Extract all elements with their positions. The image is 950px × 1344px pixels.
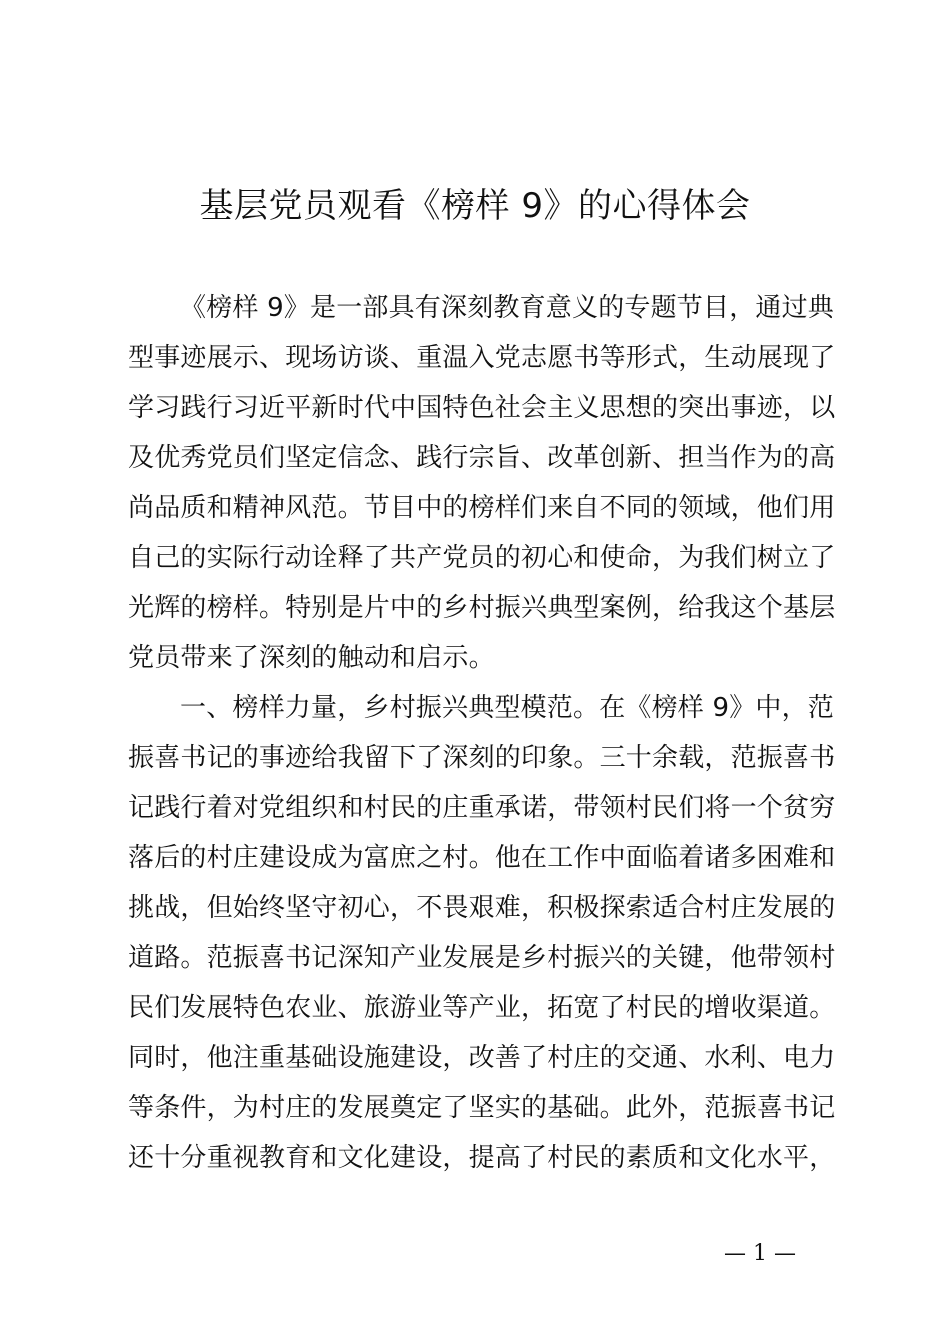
paragraph-line: 一、榜样力量，乡村振兴典型模范。在《榜样 9》中，范 (180, 693, 835, 723)
paragraph-line: 尚品质和精神风范。节目中的榜样们来自不同的领域，他们用 (128, 493, 836, 523)
paragraph-line: 光辉的榜样。特别是片中的乡村振兴典型案例，给我这个基层 (128, 593, 836, 623)
paragraph-line: 记践行着对党组织和村民的庄重承诺，带领村民们将一个贫穷 (128, 793, 836, 823)
paragraph-line: 等条件，为村庄的发展奠定了坚实的基础。此外，范振喜书记 (128, 1093, 836, 1123)
paragraph-section-one (128, 683, 836, 1183)
paragraph-line: 道路。范振喜书记深知产业发展是乡村振兴的关键，他带领村 (128, 943, 836, 973)
paragraph-line: 民们发展特色农业、旅游业等产业，拓宽了村民的增收渠道。 (128, 993, 836, 1023)
paragraph-line: 党员带来了深刻的触动和启示。 (128, 643, 495, 673)
paragraph-line: 自己的实际行动诠释了共产党员的初心和使命，为我们树立了 (128, 543, 836, 573)
paragraph-line: 学习践行习近平新时代中国特色社会主义思想的突出事迹，以 (128, 393, 836, 423)
paragraph-intro (128, 283, 836, 683)
document-title: 基层党员观看《榜样 9》的心得体会 (199, 186, 751, 226)
paragraph-line: 型事迹展示、现场访谈、重温入党志愿书等形式，生动展现了 (128, 343, 836, 373)
paragraph-line: 还十分重视教育和文化建设，提高了村民的素质和文化水平， (128, 1143, 836, 1173)
paragraph-line: 及优秀党员们坚定信念、践行宗旨、改革创新、担当作为的高 (128, 443, 836, 473)
document-body (128, 283, 836, 1183)
paragraph-line: 振喜书记的事迹给我留下了深刻的印象。三十余载，范振喜书 (128, 743, 836, 773)
page-number: — 1 — (724, 1241, 796, 1266)
paragraph-line: 挑战，但始终坚守初心，不畏艰难，积极探索适合村庄发展的 (128, 893, 836, 923)
paragraph-line: 同时，他注重基础设施建设，改善了村庄的交通、水利、电力 (128, 1043, 836, 1073)
paragraph-line: 《榜样 9》是一部具有深刻教育意义的专题节目，通过典 (180, 293, 835, 323)
paragraph-line: 落后的村庄建设成为富庶之村。他在工作中面临着诸多困难和 (128, 843, 836, 873)
